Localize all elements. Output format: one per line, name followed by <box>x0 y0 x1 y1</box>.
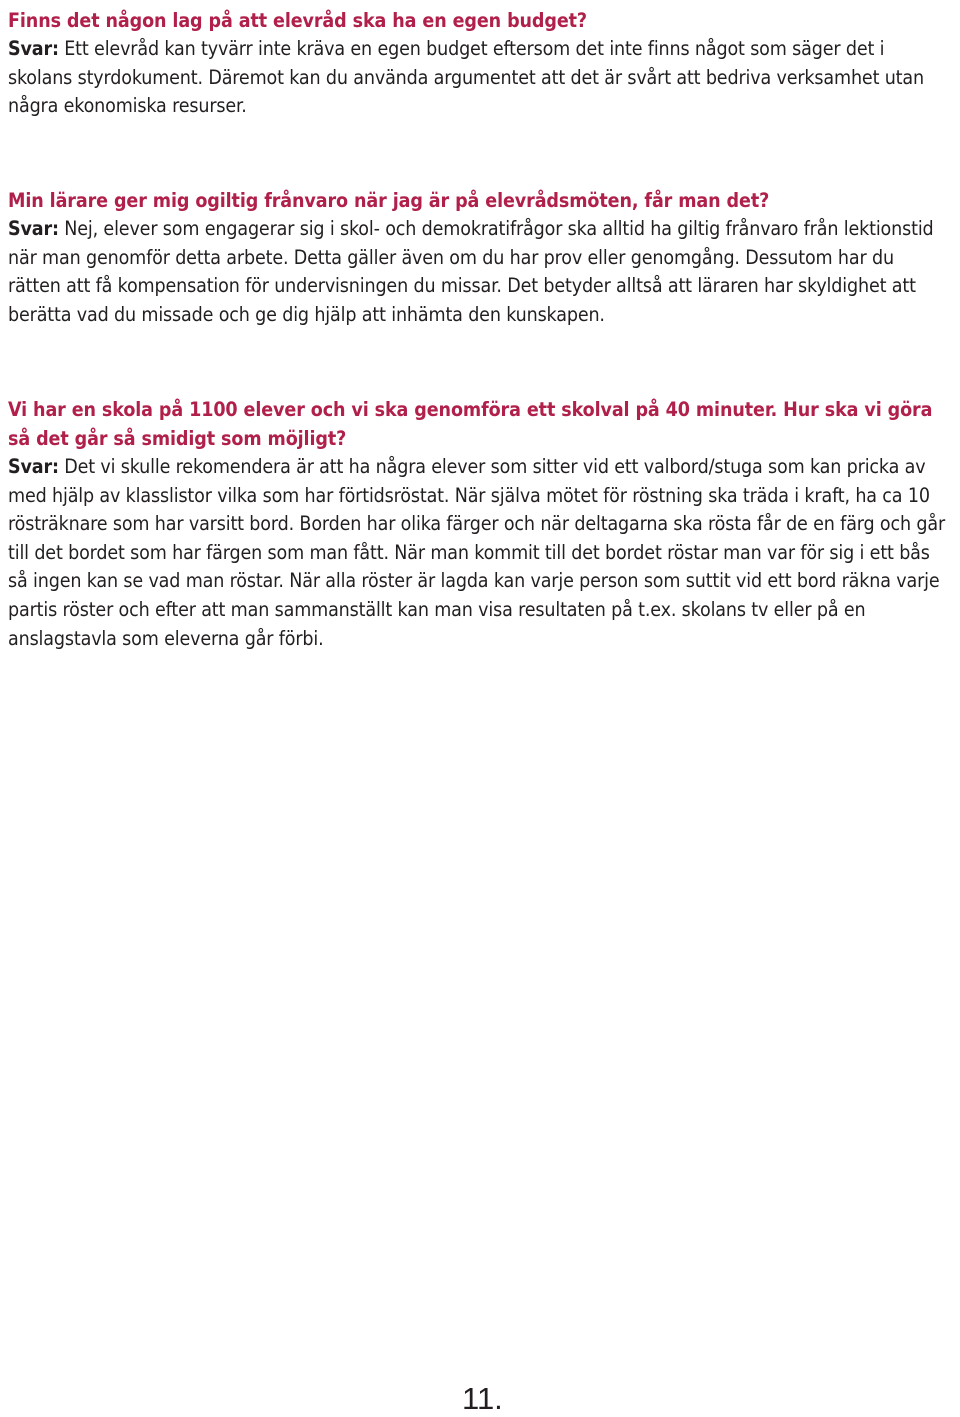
faq-item-school-election <box>8 395 952 653</box>
answer-paragraph <box>8 35 952 121</box>
question-heading: Vi har en skola på 1100 elever och vi ska genomföra ett skolval på 40 minuter. Hur ska vi göra så det går så smidigt som möjligt? <box>8 398 933 450</box>
faq-item-budget <box>8 6 952 121</box>
question-heading: Finns det någon lag på att elevråd ska ha en egen budget? <box>8 9 588 32</box>
answer-label: Svar: <box>8 455 59 478</box>
answer-text: Det vi skulle rekomendera är att ha några elever som sitter vid ett valbord/stuga som kan pricka av med hjälp av klasslistor vilka som har förtidsröstat. När själva mötet för röstning ska träda i kraft, ha ca 10 rösträknare som har varsitt bord. Borden har olika färger och när deltagarna ska rösta får de en färg och går till det bordet som har färgen som man fått. När man kommit till det bordet röstar man var för sig i ett bås så ingen kan se vad man röstar. När alla röster är lagda kan varje person som suttit vid ett bord räkna varje partis röster och efter att man sammanställt kan man visa resultaten på t.ex. skolans tv eller på en anslagstavla som eleverna går förbi. <box>8 455 946 650</box>
answer-label: Svar: <box>8 37 59 60</box>
answer-label: Svar: <box>8 217 59 240</box>
faq-item-absence <box>8 186 952 329</box>
question-heading: Min lärare ger mig ogiltig frånvaro när jag är på elevrådsmöten, får man det? <box>8 189 770 212</box>
answer-text: Nej, elever som engagerar sig i skol- och demokratifrågor ska alltid ha giltig frånvaro från lektionstid när man genomför detta arbete. Detta gäller även om du har prov eller genomgång. Dessutom har du rätten att få kompensation för undervisningen du missar. Det betyder alltså att läraren har skyldighet att berätta vad du missade och ge dig hjälp att inhämta den kunskapen. <box>8 217 934 326</box>
page-number: 11. <box>462 1381 503 1416</box>
answer-paragraph <box>8 215 952 329</box>
answer-text: Ett elevråd kan tyvärr inte kräva en egen budget eftersom det inte finns något som säger det i skolans styrdokument. Däremot kan du använda argumentet att det är svårt att bedriva verksamhet utan några ekonomiska resurser. <box>8 37 924 118</box>
answer-paragraph <box>8 453 952 653</box>
